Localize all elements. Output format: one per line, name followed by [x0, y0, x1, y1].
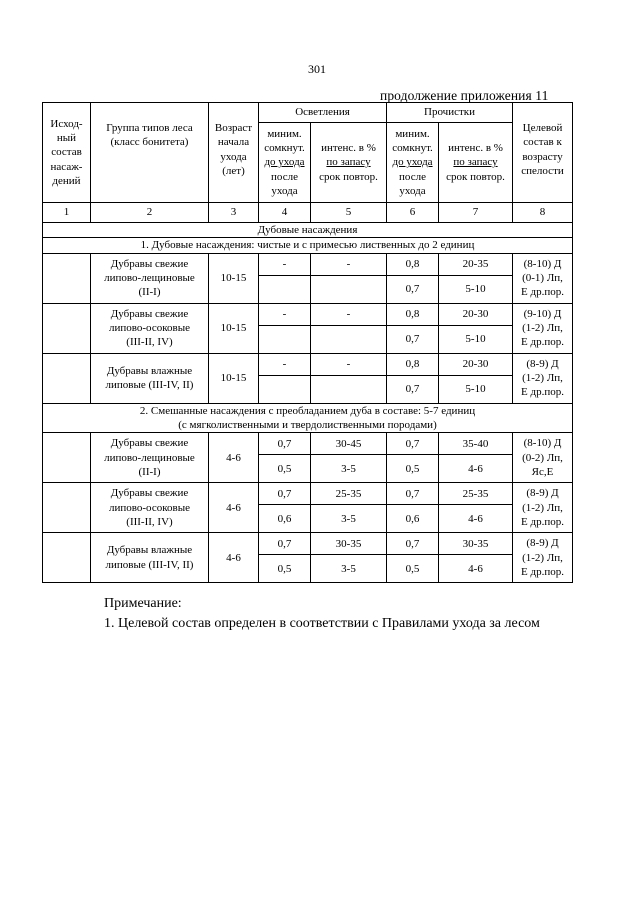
- header-target-composition: Целевой состав к возрасту спелости: [513, 103, 573, 203]
- cell: 0,8: [387, 303, 439, 325]
- target-composition: (8-9) Д (1-2) Лп, Е др.пор.: [513, 533, 573, 583]
- table-row: [43, 353, 573, 375]
- cell: 30-35: [439, 533, 513, 555]
- col-num: 3: [209, 203, 259, 223]
- cell: -: [259, 303, 311, 325]
- col-num: 5: [311, 203, 387, 223]
- start-age: 4-6: [209, 533, 259, 583]
- cell: 4-6: [439, 505, 513, 533]
- cell: 5-10: [439, 325, 513, 353]
- table-row: [43, 533, 573, 555]
- forest-type: Дубравы свежие липово-осоковые (III-II, IV): [91, 483, 209, 533]
- cell: 0,7: [387, 375, 439, 403]
- cell: 0,5: [259, 455, 311, 483]
- target-composition: (8-10) Д (0-2) Лп, Яс,Е: [513, 433, 573, 483]
- cell: 3-5: [311, 555, 387, 583]
- start-age: 10-15: [209, 253, 259, 303]
- cell: 0,5: [387, 455, 439, 483]
- cell: 0,6: [387, 505, 439, 533]
- cell: [259, 275, 311, 303]
- cell: 25-35: [439, 483, 513, 505]
- cell: 0,7: [387, 483, 439, 505]
- target-composition: (9-10) Д (1-2) Лп, Е др.пор.: [513, 303, 573, 353]
- col-num: 2: [91, 203, 209, 223]
- group-title: 2. Смешанные насаждения с преобладанием дуба в составе: 5-7 единиц (с мягколиственными и твердолиственными породами): [43, 403, 573, 433]
- cell: -: [311, 253, 387, 275]
- col-num: 6: [387, 203, 439, 223]
- cell: 0,7: [259, 483, 311, 505]
- header-min-density-2: миним. сомкнут. до ухода после ухода: [387, 123, 439, 203]
- cell: [311, 275, 387, 303]
- cell: 0,7: [387, 325, 439, 353]
- header-prochistki: Прочистки: [387, 103, 513, 123]
- header-start-age: Возраст начала ухода (лет): [209, 103, 259, 203]
- cell: 5-10: [439, 275, 513, 303]
- note-text: 1. Целевой состав определен в соответствии с Правилами ухода за лесом: [104, 616, 540, 631]
- target-composition: (8-9) Д (1-2) Лп, Е др.пор.: [513, 483, 573, 533]
- table-row: [43, 433, 573, 455]
- cell: 20-30: [439, 303, 513, 325]
- cell: 0,5: [259, 555, 311, 583]
- header-forest-type: Группа типов леса (класс бонитета): [91, 103, 209, 203]
- forest-type: Дубравы влажные липовые (III-IV, II): [91, 533, 209, 583]
- col-num: 8: [513, 203, 573, 223]
- cell: 35-40: [439, 433, 513, 455]
- cell: 0,5: [387, 555, 439, 583]
- cell: 20-30: [439, 353, 513, 375]
- cell: 4-6: [439, 555, 513, 583]
- cell: 3-5: [311, 505, 387, 533]
- col-num: 1: [43, 203, 91, 223]
- col-num: 4: [259, 203, 311, 223]
- forest-type: Дубравы свежие липово-лещиновые (II-I): [91, 253, 209, 303]
- note-title: Примечание:: [104, 596, 182, 611]
- cell: 0,7: [259, 433, 311, 455]
- cell: 0,7: [387, 433, 439, 455]
- cell: [311, 375, 387, 403]
- cell: 0,7: [259, 533, 311, 555]
- page-number: 301: [308, 62, 326, 76]
- cell: 0,6: [259, 505, 311, 533]
- target-composition: (8-10) Д (0-1) Лп, Е др.пор.: [513, 253, 573, 303]
- header-initial-composition: Исход- ный состав насаж- дений: [43, 103, 91, 203]
- header-osvetleniya: Осветления: [259, 103, 387, 123]
- table-row: [43, 253, 573, 275]
- cell: -: [311, 353, 387, 375]
- continuation-caption: продолжение приложения 11: [380, 88, 549, 103]
- forest-type: Дубравы влажные липовые (III-IV, II): [91, 353, 209, 403]
- forest-type: Дубравы свежие липово-осоковые (III-II, IV): [91, 303, 209, 353]
- header-min-density-1: миним. сомкнут. до ухода после ухода: [259, 123, 311, 203]
- cell: 0,7: [387, 275, 439, 303]
- header-intensity-1: интенс. в % по запасу срок повтор.: [311, 123, 387, 203]
- cell: -: [259, 253, 311, 275]
- table-row: [43, 303, 573, 325]
- start-age: 10-15: [209, 303, 259, 353]
- group-title: 1. Дубовые насаждения: чистые и с примесью лиственных до 2 единиц: [43, 238, 573, 253]
- cell: 4-6: [439, 455, 513, 483]
- cell: -: [259, 353, 311, 375]
- cell: 3-5: [311, 455, 387, 483]
- cell: 5-10: [439, 375, 513, 403]
- cell: 25-35: [311, 483, 387, 505]
- start-age: 4-6: [209, 483, 259, 533]
- cell: 0,7: [387, 533, 439, 555]
- cell: 30-35: [311, 533, 387, 555]
- cell: -: [311, 303, 387, 325]
- start-age: 10-15: [209, 353, 259, 403]
- section-title: Дубовые насаждения: [43, 223, 573, 238]
- target-composition: (8-9) Д (1-2) Лп, Е др.пор.: [513, 353, 573, 403]
- header-intensity-2: интенс. в % по запасу срок повтор.: [439, 123, 513, 203]
- start-age: 4-6: [209, 433, 259, 483]
- cell: 0,8: [387, 253, 439, 275]
- forest-type: Дубравы свежие липово-лещиновые (II-I): [91, 433, 209, 483]
- cell: [311, 325, 387, 353]
- table-row: [43, 483, 573, 505]
- column-numbers-row: [43, 203, 573, 223]
- cell: 0,8: [387, 353, 439, 375]
- cell: 20-35: [439, 253, 513, 275]
- cell: [259, 325, 311, 353]
- cell: [259, 375, 311, 403]
- col-num: 7: [439, 203, 513, 223]
- cell: 30-45: [311, 433, 387, 455]
- forest-care-table: [42, 102, 573, 583]
